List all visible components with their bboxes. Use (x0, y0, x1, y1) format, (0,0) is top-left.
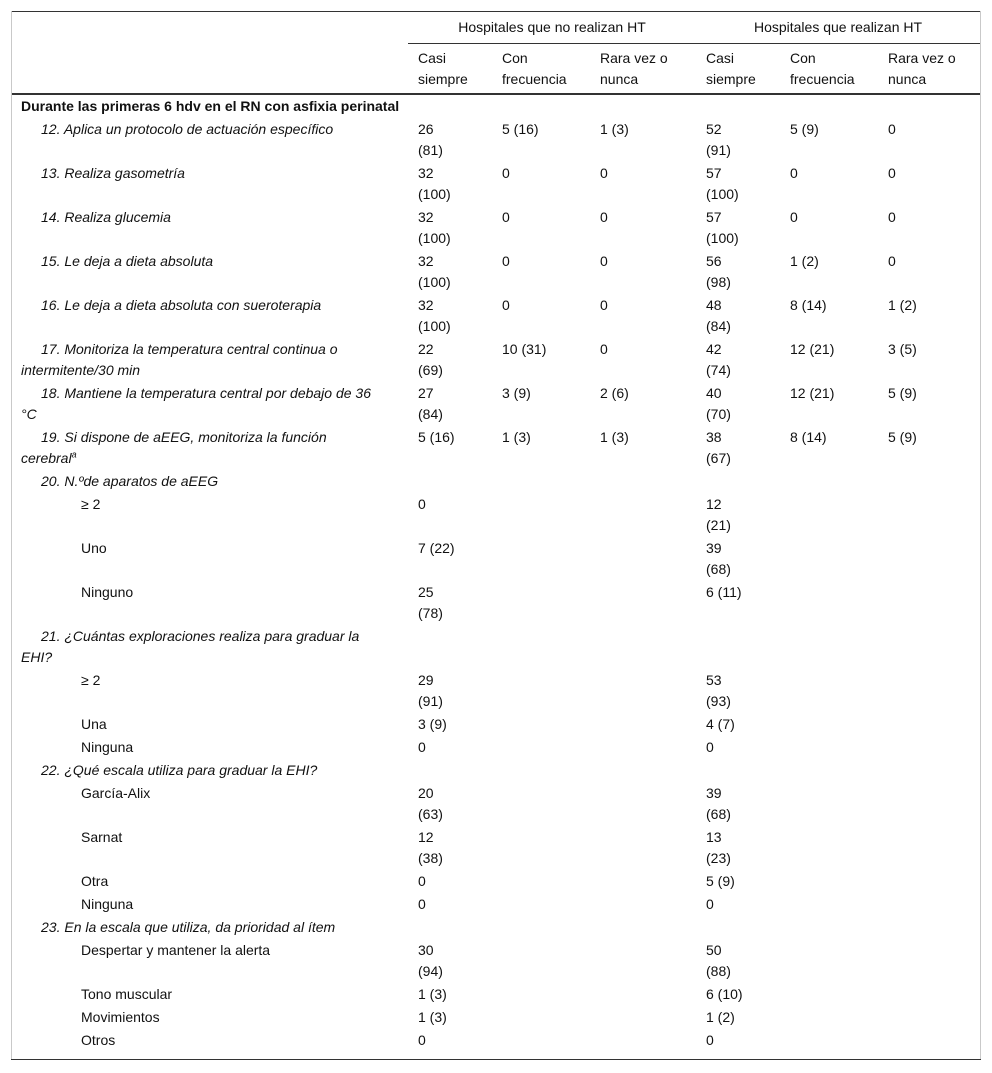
row-label (12, 470, 408, 493)
row-value (878, 537, 980, 581)
row-value (780, 669, 878, 713)
table-row (12, 1029, 980, 1059)
row-value (590, 736, 696, 759)
row-value (492, 537, 590, 581)
row-label-text: Movimientos (81, 1009, 160, 1025)
row-value (408, 470, 492, 493)
row-label (12, 759, 408, 782)
row-label (12, 581, 408, 625)
col-header: Rara vez o nunca (878, 44, 980, 95)
row-label (12, 916, 408, 939)
row-value: 39 (68) (706, 540, 731, 577)
table-row (12, 294, 980, 338)
row-value (878, 581, 980, 625)
row-value: 32 (100) (418, 209, 451, 246)
row-value: 0 (600, 297, 608, 313)
row-value: 0 (502, 253, 510, 269)
table-row (12, 939, 980, 983)
row-value (878, 983, 980, 1006)
row-label (12, 118, 408, 162)
row-value (492, 669, 590, 713)
row-label-text: Ninguna (81, 896, 134, 912)
row-value (590, 759, 696, 782)
table-row (12, 625, 980, 669)
row-value: 12 (38) (418, 829, 443, 866)
row-value (590, 870, 696, 893)
table-row (12, 118, 980, 162)
row-value: 32 (100) (418, 253, 451, 290)
row-label-text: Sarnat (81, 829, 123, 845)
row-value: 12 (21) (706, 496, 731, 533)
table-row (12, 916, 980, 939)
row-value (492, 826, 590, 870)
row-value: 5 (16) (502, 121, 539, 137)
row-label-text: 17. Monitoriza la temperatura central continua o intermitente/30 min (21, 341, 338, 378)
row-label (12, 736, 408, 759)
row-label (12, 870, 408, 893)
row-value: 32 (100) (418, 165, 451, 202)
survey-table (12, 11, 980, 1059)
row-value: 5 (9) (706, 873, 735, 889)
row-label-text: 18. Mantiene la temperatura central por debajo de 36 °C (21, 385, 371, 422)
row-value: 0 (790, 209, 798, 225)
row-label (12, 162, 408, 206)
table-bottom-rule (11, 1059, 981, 1060)
row-value (590, 1029, 696, 1059)
row-label (12, 338, 408, 382)
row-value: 1 (3) (418, 1009, 447, 1025)
row-value: 0 (888, 253, 896, 269)
row-label (12, 893, 408, 916)
row-value (780, 826, 878, 870)
table-row (12, 782, 980, 826)
row-label-text: ≥ 2 (81, 496, 101, 512)
row-value (878, 736, 980, 759)
row-value (590, 470, 696, 493)
row-label (12, 294, 408, 338)
row-label-text: Uno (81, 540, 107, 556)
row-label (12, 713, 408, 736)
row-value (590, 713, 696, 736)
table-row (12, 713, 980, 736)
row-value (590, 493, 696, 537)
row-label-text: 22. ¿Qué escala utiliza para graduar la EHI? (41, 762, 318, 778)
row-value (590, 939, 696, 983)
row-label-text: Una (81, 716, 107, 732)
row-value: 3 (5) (888, 341, 917, 357)
row-value: 0 (706, 1032, 714, 1048)
row-value (590, 1006, 696, 1029)
row-value: 0 (502, 297, 510, 313)
row-label-text: Ninguna (81, 739, 134, 755)
row-label-text: Otra (81, 873, 109, 889)
row-value: 0 (418, 896, 426, 912)
row-value (492, 625, 590, 669)
table-row (12, 826, 980, 870)
row-value: 40 (70) (706, 385, 731, 422)
table-row (12, 382, 980, 426)
row-label-text: ≥ 2 (81, 672, 101, 688)
row-value: 27 (84) (418, 385, 443, 422)
row-label-text: 21. ¿Cuántas exploraciones realiza para graduar la EHI? (21, 628, 360, 665)
row-value (780, 493, 878, 537)
header-group-row (12, 12, 980, 44)
row-label-text: 14. Realiza glucemia (41, 209, 171, 225)
header-empty (12, 12, 408, 44)
row-value (878, 669, 980, 713)
row-value (878, 493, 980, 537)
col-header: Casi siempre (696, 44, 780, 95)
table-row (12, 493, 980, 537)
row-value (590, 826, 696, 870)
row-value (590, 983, 696, 1006)
row-value (590, 581, 696, 625)
row-value: 0 (418, 739, 426, 755)
row-value (492, 916, 590, 939)
row-value (780, 916, 878, 939)
table-row (12, 581, 980, 625)
row-label (12, 1006, 408, 1029)
row-value: 1 (3) (600, 121, 629, 137)
row-value (780, 870, 878, 893)
row-value (590, 893, 696, 916)
row-value: 0 (600, 209, 608, 225)
row-label-text: Ninguno (81, 584, 134, 600)
row-value (492, 893, 590, 916)
row-value: 0 (888, 165, 896, 181)
row-value (590, 782, 696, 826)
row-value: 25 (78) (418, 584, 443, 621)
row-label (12, 1029, 408, 1059)
row-value: 0 (706, 739, 714, 755)
row-value: 12 (21) (790, 341, 835, 357)
row-value: 8 (14) (790, 297, 827, 313)
table-row (12, 983, 980, 1006)
row-value (878, 826, 980, 870)
row-value (492, 470, 590, 493)
table-row (12, 470, 980, 493)
row-value: 52 (91) (706, 121, 731, 158)
row-value: 6 (11) (706, 584, 742, 600)
row-value: 56 (98) (706, 253, 731, 290)
row-value: 42 (74) (706, 341, 731, 378)
row-value (408, 625, 492, 669)
row-value (780, 1029, 878, 1059)
table-row (12, 870, 980, 893)
row-value: 1 (3) (502, 429, 531, 445)
row-value (492, 782, 590, 826)
row-value (878, 870, 980, 893)
row-value (780, 736, 878, 759)
row-value: 10 (31) (502, 341, 547, 357)
row-label (12, 250, 408, 294)
row-value: 20 (63) (418, 785, 443, 822)
row-value (492, 870, 590, 893)
row-value: 38 (67) (706, 429, 731, 466)
row-value (492, 1006, 590, 1029)
row-value (878, 916, 980, 939)
row-value (696, 759, 780, 782)
row-value (780, 713, 878, 736)
row-value: 13 (23) (706, 829, 731, 866)
row-value: 1 (2) (790, 253, 819, 269)
row-value: 39 (68) (706, 785, 731, 822)
row-label (12, 382, 408, 426)
table-row (12, 893, 980, 916)
footnote-marker: a (71, 449, 77, 460)
row-label-text: García-Alix (81, 785, 151, 801)
row-value: 5 (9) (888, 385, 917, 401)
row-value (878, 782, 980, 826)
row-value (696, 470, 780, 493)
row-value: 0 (418, 1032, 426, 1048)
row-value: 7 (22) (418, 540, 455, 556)
row-value: 8 (14) (790, 429, 827, 445)
row-value (878, 1029, 980, 1059)
row-value: 0 (888, 209, 896, 225)
col-header: Casi siempre (408, 44, 492, 95)
row-value: 30 (94) (418, 942, 443, 979)
row-value: 5 (9) (888, 429, 917, 445)
row-value (492, 1029, 590, 1059)
table-row (12, 206, 980, 250)
row-value (492, 713, 590, 736)
row-label-text: 13. Realiza gasometría (41, 165, 185, 181)
row-value (492, 581, 590, 625)
row-value: 1 (2) (706, 1009, 735, 1025)
row-value: 0 (790, 165, 798, 181)
row-value: 5 (9) (790, 121, 819, 137)
row-value (878, 713, 980, 736)
row-value (780, 1006, 878, 1029)
header-empty-2 (12, 44, 408, 95)
row-value (878, 625, 980, 669)
table-row (12, 669, 980, 713)
row-value: 5 (16) (418, 429, 455, 445)
table-row (12, 736, 980, 759)
row-value (780, 470, 878, 493)
col-header: Con frecuencia (780, 44, 878, 95)
row-value: 26 (81) (418, 121, 443, 158)
row-value (878, 470, 980, 493)
group-no-ht: Hospitales que no realizan HT (408, 12, 696, 44)
row-value: 22 (69) (418, 341, 443, 378)
table-row (12, 338, 980, 382)
col-header: Rara vez o nunca (590, 44, 696, 95)
group-ht: Hospitales que realizan HT (696, 12, 980, 44)
row-label (12, 669, 408, 713)
row-value (408, 759, 492, 782)
row-value: 4 (7) (706, 716, 735, 732)
row-value (780, 625, 878, 669)
table-row (12, 537, 980, 581)
row-label (12, 625, 408, 669)
row-value (492, 493, 590, 537)
row-value: 0 (600, 341, 608, 357)
row-value (590, 537, 696, 581)
table-row (12, 1006, 980, 1029)
row-value (492, 759, 590, 782)
section-row (12, 94, 980, 118)
row-value (696, 916, 780, 939)
row-value: 29 (91) (418, 672, 443, 709)
row-label (12, 206, 408, 250)
col-header: Con frecuencia (492, 44, 590, 95)
row-label (12, 426, 408, 470)
row-value (590, 625, 696, 669)
row-value: 50 (88) (706, 942, 731, 979)
row-value (492, 736, 590, 759)
row-value (780, 782, 878, 826)
row-label (12, 537, 408, 581)
row-value: 1 (3) (600, 429, 629, 445)
row-value (590, 916, 696, 939)
row-value (878, 893, 980, 916)
row-value: 0 (600, 253, 608, 269)
row-value: 53 (93) (706, 672, 731, 709)
row-label-text: Otros (81, 1032, 116, 1048)
table-row (12, 759, 980, 782)
table-row (12, 250, 980, 294)
row-label (12, 983, 408, 1006)
row-value: 0 (502, 165, 510, 181)
row-label-text: 12. Aplica un protocolo de actuación específico (41, 121, 334, 137)
row-value (780, 537, 878, 581)
row-label-text: 20. N.ºde aparatos de aEEG (41, 473, 219, 489)
row-value: 0 (418, 873, 426, 889)
row-label (12, 493, 408, 537)
row-value: 0 (502, 209, 510, 225)
row-value (780, 983, 878, 1006)
row-value: 1 (2) (888, 297, 917, 313)
row-value: 57 (100) (706, 165, 739, 202)
row-value: 32 (100) (418, 297, 451, 334)
header-columns-row (12, 44, 980, 95)
row-value: 0 (600, 165, 608, 181)
row-value (590, 669, 696, 713)
row-value: 2 (6) (600, 385, 629, 401)
section-title: Durante las primeras 6 hdv en el RN con asfixia perinatal (21, 98, 400, 114)
row-value: 57 (100) (706, 209, 739, 246)
row-value: 6 (10) (706, 986, 743, 1002)
row-value (878, 1006, 980, 1029)
row-value (780, 759, 878, 782)
row-label (12, 782, 408, 826)
row-value (780, 939, 878, 983)
row-value (780, 893, 878, 916)
row-value: 12 (21) (790, 385, 835, 401)
row-label-text: 16. Le deja a dieta absoluta con sueroterapia (41, 297, 322, 313)
row-value (492, 939, 590, 983)
row-value (878, 759, 980, 782)
row-label-text: Tono muscular (81, 986, 173, 1002)
row-value: 48 (84) (706, 297, 731, 334)
row-value: 1 (3) (418, 986, 447, 1002)
row-value: 0 (418, 496, 426, 512)
row-value (878, 939, 980, 983)
row-value (492, 983, 590, 1006)
row-label (12, 939, 408, 983)
row-label-text: 19. Si dispone de aEEG, monitoriza la función cerebral (21, 429, 327, 466)
row-value: 3 (9) (418, 716, 447, 732)
row-label-text: Despertar y mantener la alerta (81, 942, 271, 958)
row-value: 0 (888, 121, 896, 137)
table-row (12, 162, 980, 206)
row-label (12, 826, 408, 870)
table-row (12, 426, 980, 470)
row-value: 0 (706, 896, 714, 912)
row-value (780, 581, 878, 625)
row-value (696, 625, 780, 669)
row-value (408, 916, 492, 939)
row-value: 3 (9) (502, 385, 531, 401)
row-label-text: 15. Le deja a dieta absoluta (41, 253, 214, 269)
row-label-text: 23. En la escala que utiliza, da prioridad al ítem (41, 919, 336, 935)
